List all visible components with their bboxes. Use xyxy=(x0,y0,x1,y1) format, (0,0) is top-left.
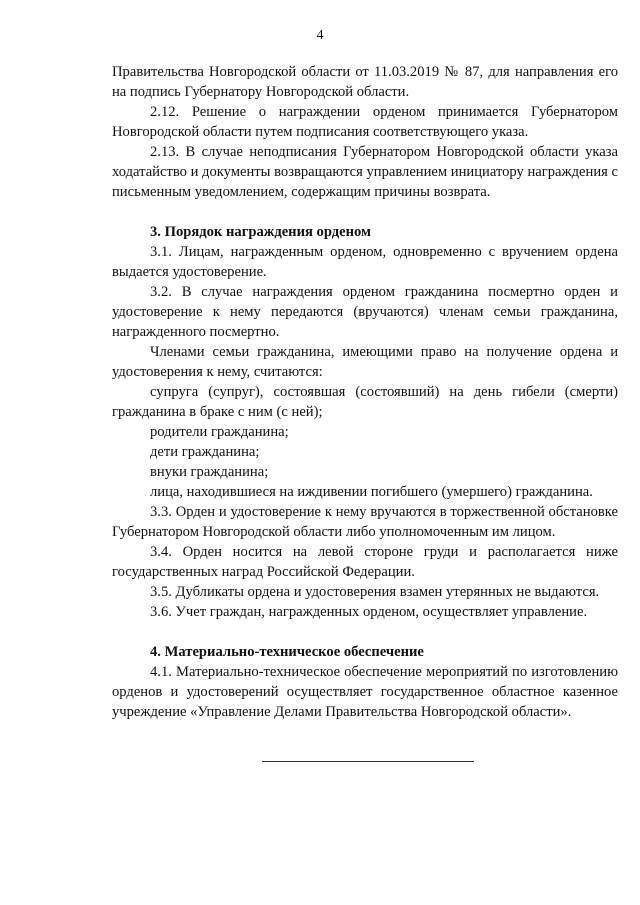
document-body xyxy=(112,62,618,722)
family-list-item-dependents: лица, находившиеся на иждивении погибшего (умершего) гражданина. xyxy=(150,484,593,500)
section-4-heading: 4. Материально-техническое обеспечение xyxy=(150,644,424,660)
paragraph-2-13: 2.13. В случае неподписания Губернатором Новгородской области указа ходатайство и документы возвращаются управлением инициатору награждения с письменным уведомлением, содержащим причины возврата. xyxy=(112,144,618,200)
paragraph-3-1: 3.1. Лицам, награжденным орденом, одновременно с вручением ордена выдается удостоверение. xyxy=(112,244,618,280)
page-number: 4 xyxy=(316,28,324,43)
family-list-item-grandchildren: внуки гражданина; xyxy=(150,464,269,480)
family-list-item-parents: родители гражданина; xyxy=(150,424,289,440)
paragraph-family-intro: Членами семьи гражданина, имеющими право на получение ордена и удостоверения к нему, считаются: xyxy=(112,344,618,380)
paragraph-3-5: 3.5. Дубликаты ордена и удостоверения взамен утерянных не выдаются. xyxy=(150,584,600,600)
section-3-heading: 3. Порядок награждения орденом xyxy=(150,224,371,240)
paragraph-4-1: 4.1. Материально-техническое обеспечение мероприятий по изготовлению орденов и удостоверений осуществляет государственное областное казенное учреждение «Управление Делами Правительства Новгородской области». xyxy=(112,664,618,720)
paragraph-3-4: 3.4. Орден носится на левой стороне груди и располагается ниже государственных наград Российской Федерации. xyxy=(112,544,618,580)
paragraph-3-6: 3.6. Учет граждан, награжденных орденом, осуществляет управление. xyxy=(150,604,588,620)
paragraph-3-2: 3.2. В случае награждения орденом гражданина посмертно орден и удостоверение к нему передаются (вручаются) членам семьи гражданина, награжденного посмертно. xyxy=(112,284,618,340)
family-list-item-children: дети гражданина; xyxy=(150,444,260,460)
end-of-document-rule xyxy=(262,761,474,762)
paragraph-3-3: 3.3. Орден и удостоверение к нему вручаются в торжественной обстановке Губернатором Новгородской области либо уполномоченным им лицом. xyxy=(112,504,618,540)
paragraph-2-11-continuation: Правительства Новгородской области от 11.03.2019 № 87, для направления его на подпись Губернатору Новгородской области. xyxy=(112,64,618,100)
family-list-item-spouse: супруга (супруг), состоявшая (состоявший) на день гибели (смерти) гражданина в браке с ним (с ней); xyxy=(112,384,618,420)
paragraph-2-12: 2.12. Решение о награждении орденом принимается Губернатором Новгородской области путем подписания соответствующего указа. xyxy=(112,104,618,140)
